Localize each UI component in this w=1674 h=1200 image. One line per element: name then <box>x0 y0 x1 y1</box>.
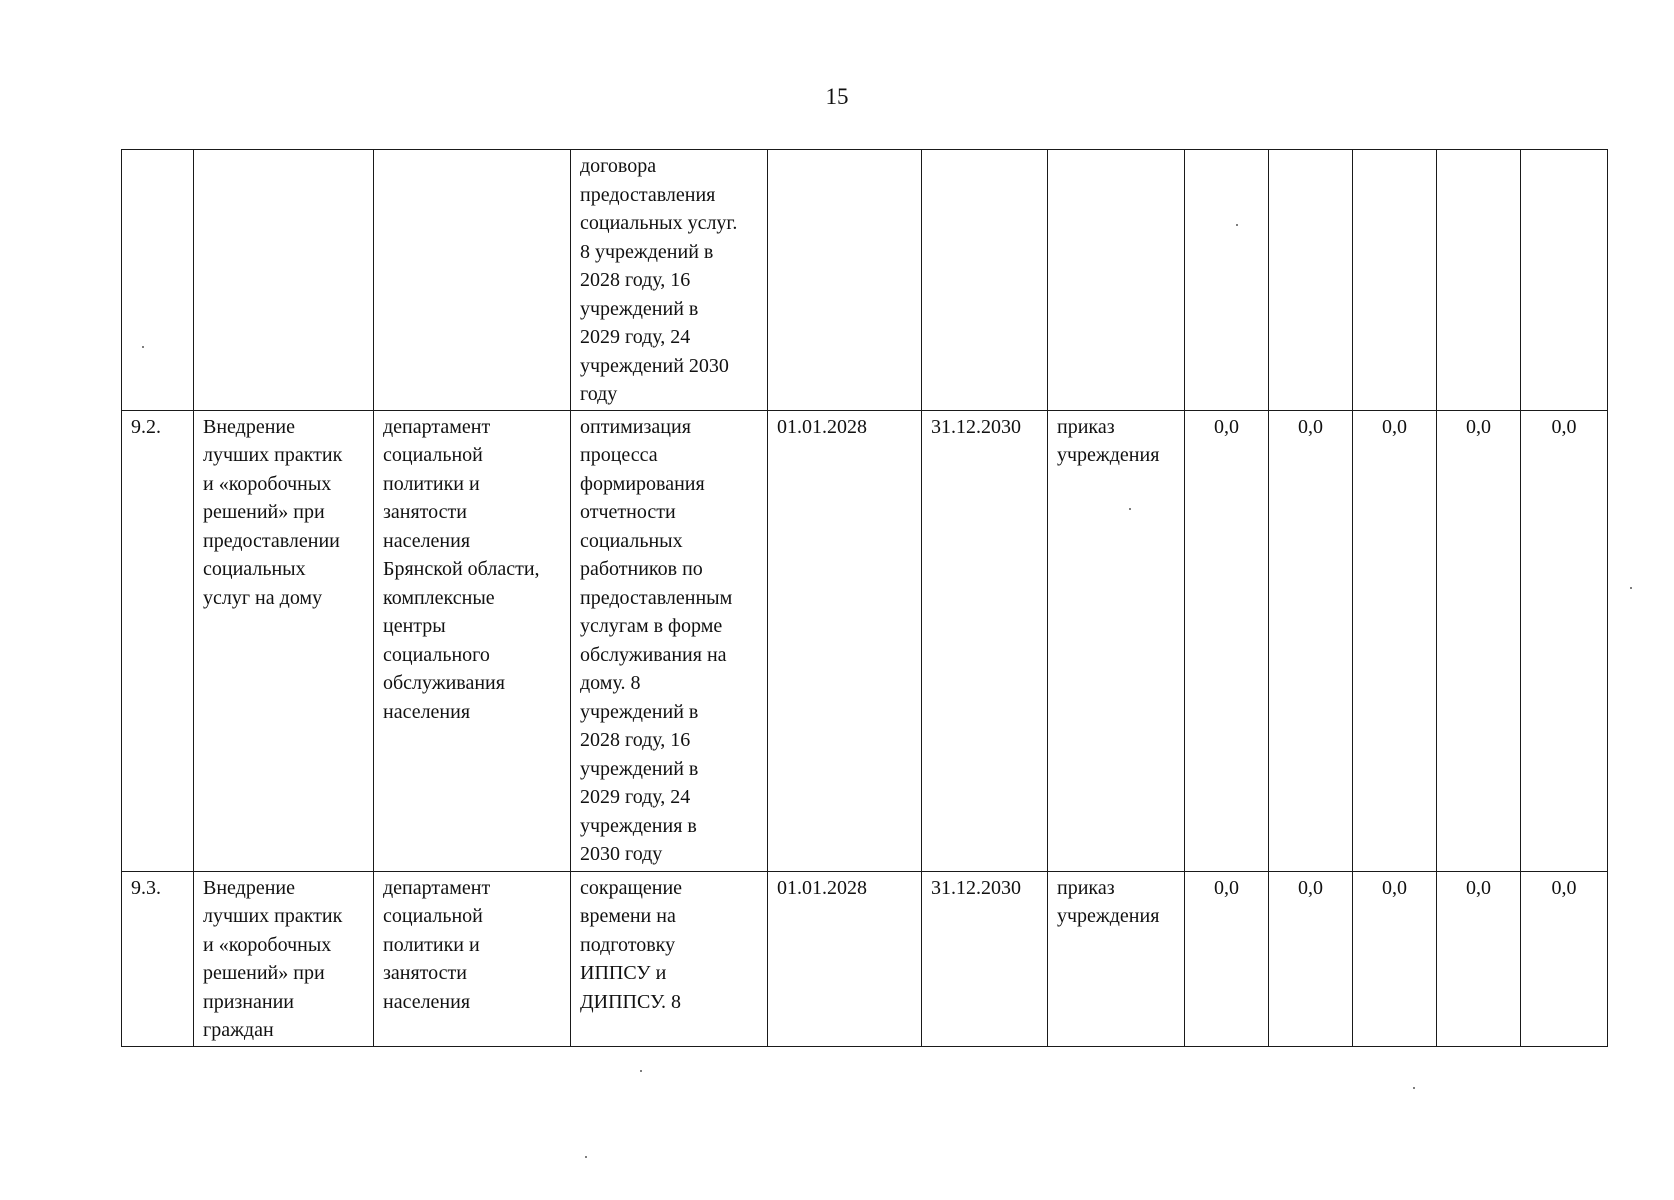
cell-event: Внедрение лучших практик и «коробочных решений» при признании граждан <box>194 871 374 1046</box>
cell-value-5: 0,0 <box>1521 410 1608 871</box>
table-row-9-2 <box>122 410 1608 871</box>
cell-value-2: 0,0 <box>1269 871 1353 1046</box>
cell-document: приказ учреждения <box>1048 410 1185 871</box>
cell-value-3 <box>1353 150 1437 411</box>
cell-responsible <box>374 150 571 411</box>
scan-speck <box>640 1070 642 1072</box>
cell-responsible: департамент социальной политики и занятости населения <box>374 871 571 1046</box>
cell-number: 9.3. <box>122 871 194 1046</box>
cell-value-2: 0,0 <box>1269 410 1353 871</box>
cell-start-date: 01.01.2028 <box>768 410 922 871</box>
cell-value-1 <box>1185 150 1269 411</box>
cell-value-3: 0,0 <box>1353 410 1437 871</box>
cell-number <box>122 150 194 411</box>
cell-document: приказ учреждения <box>1048 871 1185 1046</box>
cell-event <box>194 150 374 411</box>
cell-end-date <box>922 150 1048 411</box>
scan-speck <box>1413 1087 1415 1089</box>
scan-speck <box>142 346 144 348</box>
plan-table <box>121 149 1608 1047</box>
cell-result: сокращение времени на подготовку ИППСУ и ДИППСУ. 8 <box>571 871 768 1046</box>
cell-value-4: 0,0 <box>1437 410 1521 871</box>
cell-result: оптимизация процесса формирования отчетности социальных работников по предоставленным услугам в форме обслуживания на дому. 8 учреждений в 2028 году, 16 учреждений в 2029 году, 24 учреждения в 2030 году <box>571 410 768 871</box>
cell-number: 9.2. <box>122 410 194 871</box>
cell-end-date: 31.12.2030 <box>922 871 1048 1046</box>
scan-speck <box>585 1156 587 1158</box>
table-row-9-3 <box>122 871 1608 1046</box>
cell-start-date: 01.01.2028 <box>768 871 922 1046</box>
cell-document <box>1048 150 1185 411</box>
scan-speck <box>1236 224 1238 226</box>
page-number: 15 <box>825 84 849 109</box>
cell-value-5 <box>1521 150 1608 411</box>
cell-end-date: 31.12.2030 <box>922 410 1048 871</box>
scan-speck <box>1630 587 1632 589</box>
scan-speck <box>1129 508 1131 510</box>
cell-value-1: 0,0 <box>1185 410 1269 871</box>
cell-value-1: 0,0 <box>1185 871 1269 1046</box>
cell-start-date <box>768 150 922 411</box>
table-row-continuation <box>122 150 1608 411</box>
cell-value-5: 0,0 <box>1521 871 1608 1046</box>
cell-responsible: департамент социальной политики и занятости населения Брянской области, комплексные центры социального обслуживания населения <box>374 410 571 871</box>
cell-value-2 <box>1269 150 1353 411</box>
cell-value-3: 0,0 <box>1353 871 1437 1046</box>
cell-result: договора предоставления социальных услуг. 8 учреждений в 2028 году, 16 учреждений в 2029 году, 24 учреждений 2030 году <box>571 150 768 411</box>
cell-event: Внедрение лучших практик и «коробочных решений» при предоставлении социальных услуг на дому <box>194 410 374 871</box>
cell-value-4 <box>1437 150 1521 411</box>
cell-value-4: 0,0 <box>1437 871 1521 1046</box>
